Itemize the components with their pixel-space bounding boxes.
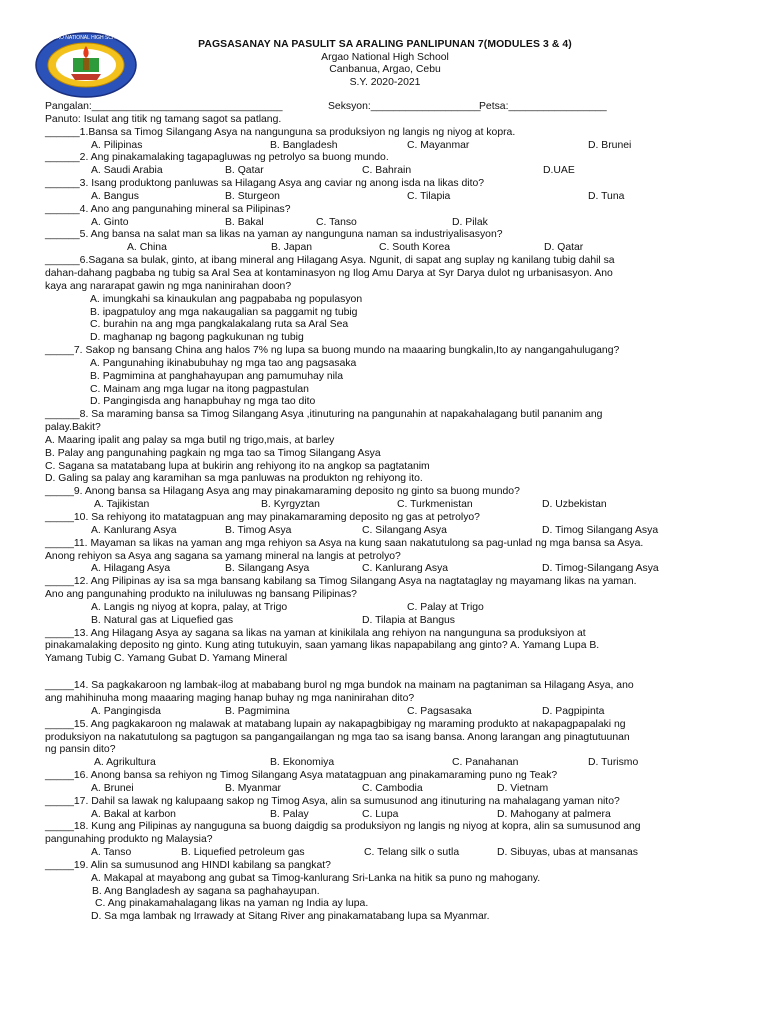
option-b: B. Sturgeon bbox=[225, 190, 280, 202]
question-18-line-2: pangunahing produkto ng Malaysia? bbox=[45, 834, 213, 846]
question-19-option-c bbox=[45, 898, 729, 911]
school-logo bbox=[33, 30, 139, 100]
option-b: B. Qatar bbox=[225, 165, 264, 177]
option-b: B. Timog Asya bbox=[225, 524, 292, 536]
question-8-line-2: palay.Bakit? bbox=[45, 422, 101, 434]
option-c: C. Palay at Trigo bbox=[407, 601, 484, 613]
option-d: D. Brunei bbox=[588, 139, 632, 151]
option-a: A. Pilipinas bbox=[91, 139, 143, 151]
question-3-options bbox=[45, 191, 729, 204]
option-c: C. Pagsasaka bbox=[407, 705, 472, 717]
option-text: C. Ang pinakamahalagang likas na yaman ng India ay lupa. bbox=[95, 898, 369, 910]
question-7: _____7. Sakop ng bansang China ang halos 7% ng lupa sa buong mundo na maaaring bungkalin,Ito ay nangangahulugang? bbox=[45, 345, 620, 357]
option-a: A. Tanso bbox=[91, 847, 132, 859]
question-12-options-row-1 bbox=[45, 602, 729, 615]
option-d: D. Pilak bbox=[452, 216, 488, 228]
option-b: B. Palay bbox=[270, 808, 309, 820]
option-a: A. Pangingisda bbox=[91, 705, 161, 717]
question-8-option-c: C. Sagana sa matatabang lupa at bukirin ang rehiyong ito na angkop sa pagtatanim bbox=[45, 460, 430, 472]
option-text: B. Ang Bangladesh ay sagana sa paghahayupan. bbox=[92, 885, 320, 897]
question-5: ______5. Ang bansa na salat man sa likas na yaman ay nangunguna naman sa industriyalisasyon? bbox=[45, 229, 503, 241]
question-7-option-a bbox=[45, 358, 729, 371]
option-c: C. Turkmenistan bbox=[397, 499, 473, 511]
question-14-line-1: _____14. Sa pagkakaroon ng lambak-ilog at mababang burol ng mga bundok na mainam na pagtaniman sa Hilagang Asya, ano bbox=[45, 680, 634, 692]
question-18-line-1: _____18. Kung ang Pilipinas ay nanguguna sa buong daigdig sa produksiyon ng langis ng niyog at kopra, alin sa sumusunod ang bbox=[45, 821, 641, 833]
spacer bbox=[45, 666, 729, 680]
option-c: C. Panahanan bbox=[452, 757, 519, 769]
option-d: D. Timog Silangang Asya bbox=[542, 524, 659, 536]
question-7-option-d bbox=[45, 396, 729, 409]
question-6-line-1: ______6.Sagana sa bulak, ginto, at ibang mineral ang Hilagang Asya. Ngunit, di sapat ang suplay ng kanilang tubig dahil sa bbox=[45, 255, 615, 267]
question-3: ______3. Isang produktong panluwas sa Hilagang Asya ang caviar ng anong isda na likas dito? bbox=[45, 178, 485, 190]
option-b: B. Myanmar bbox=[225, 782, 282, 794]
question-12-line-1: _____12. Ang Pilipinas ay isa sa mga bansang kabilang sa Timog Silangang Asya na nagtataglay ng mayamang likas na yaman. bbox=[45, 576, 637, 588]
question-16-options bbox=[45, 783, 729, 796]
question-8-option-a: A. Maaring ipalit ang palay sa mga butil ng trigo,mais, at barley bbox=[45, 434, 335, 446]
option-d: D. Tilapia at Bangus bbox=[362, 614, 455, 626]
question-8-option-b: B. Palay ang pangunahing pagkain ng mga tao sa Timog Silangang Asya bbox=[45, 447, 381, 459]
question-15-line-2: produksiyon na nakatutulong sa pagtugon sa pangangailangan ng mga tao sa isang bansa. Anong larangan ang pinagtutuunan bbox=[45, 731, 630, 743]
exam-title: PAGSASANAY NA PASULIT SA ARALING PANLIPUNAN 7(MODULES 3 & 4) bbox=[198, 39, 572, 50]
exam-body bbox=[45, 101, 729, 924]
option-text: A. imungkahi sa kinaukulan ang pagpababa ng populasyon bbox=[90, 293, 363, 305]
option-d: D. Vietnam bbox=[497, 782, 549, 794]
question-6-option-b bbox=[45, 307, 729, 320]
option-b: B. Natural gas at Liquefied gas bbox=[91, 614, 234, 626]
option-b: B. Liquefied petroleum gas bbox=[181, 847, 305, 859]
option-d: D. Timog-Silangang Asya bbox=[542, 563, 659, 575]
question-19-option-d bbox=[45, 911, 729, 924]
option-a: A. China bbox=[127, 242, 167, 254]
question-17: _____17. Dahil sa lawak ng kalupaang sakop ng Timog Asya, alin sa sumusunod ang itinuturing na mahalagang yaman nito? bbox=[45, 795, 620, 807]
date-field[interactable]: Petsa:_________________ bbox=[479, 101, 607, 112]
question-11-options bbox=[45, 563, 729, 576]
question-1: ______1.Bansa sa Timog Silangang Asya na nangunguna sa produksiyon ng langis ng niyog at kopra. bbox=[45, 126, 516, 138]
question-1-options bbox=[45, 140, 729, 153]
option-a: A. Langis ng niyog at kopra, palay, at Trigo bbox=[91, 601, 288, 613]
name-field[interactable]: Pangalan:_________________________________ bbox=[45, 101, 283, 112]
question-5-options bbox=[45, 242, 729, 255]
question-12-line-2: Ano ang pangunahing produkto na iniluluwas ng bansang Pilipinas? bbox=[45, 589, 357, 601]
option-b: B. Japan bbox=[271, 242, 313, 254]
option-c: C. Lupa bbox=[362, 808, 399, 820]
question-9-options bbox=[45, 499, 729, 512]
option-d: D. Uzbekistan bbox=[542, 499, 607, 511]
option-d: D. Sibuyas, ubas at mansanas bbox=[497, 847, 638, 859]
question-18-options bbox=[45, 847, 729, 860]
option-text: A. Pangunahing ikinabubuhay ng mga tao ang pagsasaka bbox=[90, 357, 357, 369]
school-name: Argao National High School bbox=[321, 51, 449, 63]
instructions: Panuto: Isulat ang titik ng tamang sagot sa patlang. bbox=[45, 113, 282, 125]
option-d: D. Tuna bbox=[588, 190, 625, 202]
option-b: B. Bangladesh bbox=[270, 139, 338, 151]
question-13-line-2: pinakamalaking deposito ng ginto. Kung ating tutukuyin, saan yamang likas napapabilang ang ginto? A. Yamang Lupa B. bbox=[45, 640, 600, 652]
option-a: A. Brunei bbox=[91, 782, 134, 794]
option-a: A. Kanlurang Asya bbox=[91, 524, 177, 536]
option-d: D. Qatar bbox=[544, 242, 584, 254]
option-b: B. Bakal bbox=[225, 216, 264, 228]
option-d: D.UAE bbox=[543, 165, 575, 177]
option-text: B. ipagpatuloy ang mga nakaugalian sa paggamit ng tubig bbox=[90, 306, 358, 318]
option-a: A. Saudi Arabia bbox=[91, 165, 163, 177]
logo-lettering: ARGAO NATIONAL HIGH SCHOOL bbox=[45, 35, 127, 41]
question-14-options bbox=[45, 706, 729, 719]
question-6-line-2: dahan-dahang pagbaba ng tubig sa Aral Sea at kontaminasyon ng Ilog Amu Darya at Syr Darya dulot ng urbanisasyon. Ano bbox=[45, 267, 613, 279]
question-10: _____10. Sa rehiyong ito matatagpuan ang may pinakamaraming deposito ng gas at petrolyo? bbox=[45, 512, 480, 523]
question-6-option-d bbox=[45, 332, 729, 345]
question-12-options-row-2 bbox=[45, 615, 729, 628]
option-a: A. Ginto bbox=[91, 216, 129, 228]
option-d: D. Turismo bbox=[588, 757, 639, 769]
school-year: S.Y. 2020-2021 bbox=[349, 76, 421, 88]
option-text: A. Makapal at mayabong ang gubat sa Timog-kanlurang Sri-Lanka na hitik sa puno ng mahogany. bbox=[91, 872, 541, 884]
option-d: D. Pagpipinta bbox=[542, 705, 605, 717]
question-2-options bbox=[45, 165, 729, 178]
option-b: B. Pagmimina bbox=[225, 705, 290, 717]
section-field[interactable]: Seksyon:___________________ bbox=[328, 101, 481, 112]
question-6-option-a bbox=[45, 294, 729, 307]
option-a: A. Tajikistan bbox=[94, 499, 150, 511]
option-c: C. South Korea bbox=[379, 242, 451, 254]
question-4: ______4. Ano ang pangunahing mineral sa Pilipinas? bbox=[45, 203, 291, 215]
question-11-line-1: _____11. Mayaman sa likas na yaman ang mga rehiyon sa Asya na kung saan nakatutulong sa pag-unlad ng mga bansa sa Asya. bbox=[45, 537, 644, 549]
question-4-options bbox=[45, 217, 729, 230]
school-address: Canbanua, Argao, Cebu bbox=[329, 64, 441, 75]
option-c: C. Cambodia bbox=[362, 782, 423, 794]
option-c: C. Kanlurang Asya bbox=[362, 563, 449, 575]
question-15-options bbox=[45, 757, 729, 770]
option-a: A. Agrikultura bbox=[94, 757, 156, 769]
option-b: B. Kyrgyztan bbox=[261, 499, 320, 511]
option-c: C. Silangang Asya bbox=[362, 524, 447, 536]
question-10-options bbox=[45, 525, 729, 538]
option-b: B. Silangang Asya bbox=[225, 563, 310, 575]
question-9: _____9. Anong bansa sa Hilagang Asya ang may pinakamaraming deposito ng ginto sa buong mundo? bbox=[45, 486, 520, 498]
question-6-line-3: kaya ang nararapat gawin ng mga naninirahan doon? bbox=[45, 280, 292, 292]
question-13-line-3: Yamang Tubig C. Yamang Gubat D. Yamang Mineral bbox=[45, 653, 288, 665]
option-text: D. maghanap ng bagong pagkukunan ng tubig bbox=[90, 332, 304, 344]
question-14-line-2: ang mahihinuha mong maaaring maging hanap buhay ng mga naninirahan dito? bbox=[45, 692, 415, 704]
option-c: C. Tanso bbox=[316, 216, 357, 228]
option-a: A. Bakal at karbon bbox=[91, 808, 176, 820]
question-8-option-d: D. Galing sa palay ang karamihan sa mga panluwas na produkton ng rehiyong ito. bbox=[45, 473, 423, 485]
option-text: D. Sa mga lambak ng Irrawady at Sitang River ang pinakamatabang lupa sa Myanmar. bbox=[91, 911, 490, 923]
question-2: ______2. Ang pinakamalaking tagapagluwas ng petrolyo sa buong mundo. bbox=[45, 152, 389, 164]
question-13-line-1: _____13. Ang Hilagang Asya ay sagana sa likas na yaman at kinikilala ang rehiyon na nangunguna sa produksiyon at bbox=[45, 627, 586, 639]
option-text: D. Pangingisda ang hanapbuhay ng mga tao dito bbox=[90, 396, 316, 408]
question-15-line-1: _____15. Ang pagkakaroon ng malawak at matabang lupain ay nakapagbibigay ng maraming produkto at nakapagpapalaki ng bbox=[45, 718, 626, 730]
option-c: C. Mayanmar bbox=[407, 139, 470, 151]
question-6-option-c bbox=[45, 319, 729, 332]
option-text: C. Mainam ang mga lugar na itong pagpastulan bbox=[90, 383, 309, 395]
question-11-line-2: Anong rehiyon sa Asya ang sagana sa yamang mineral na langis at petrolyo? bbox=[45, 550, 401, 562]
option-text: C. burahin na ang mga pangkalakalang ruta sa Aral Sea bbox=[90, 319, 349, 331]
question-8-line-1: ______8. Sa maraming bansa sa Timog Silangang Asya ,itinuturing na pangunahin at napakahalagang butil pananim ang bbox=[45, 409, 603, 421]
option-c: C. Tilapia bbox=[407, 190, 451, 202]
option-a: A. Bangus bbox=[91, 190, 139, 202]
option-c: C. Telang silk o sutla bbox=[364, 847, 460, 859]
question-17-options bbox=[45, 809, 729, 822]
option-a: A. Hilagang Asya bbox=[91, 563, 171, 575]
option-b: B. Ekonomiya bbox=[270, 757, 335, 769]
question-7-option-b bbox=[45, 371, 729, 384]
option-c: C. Bahrain bbox=[362, 165, 412, 177]
question-19-option-b bbox=[45, 886, 729, 899]
question-19: _____19. Alin sa sumusunod ang HINDI kabilang sa pangkat? bbox=[45, 859, 331, 871]
option-text: B. Pagmimina at panghahayupan ang pamumuhay nila bbox=[90, 370, 344, 382]
document-header bbox=[150, 39, 620, 89]
question-15-line-3: ng pansin dito? bbox=[45, 744, 116, 756]
option-d: D. Mahogany at palmera bbox=[497, 808, 611, 820]
question-7-option-c bbox=[45, 384, 729, 397]
question-16: _____16. Anong bansa sa rehiyon ng Timog Silangang Asya matatagpuan ang pinakamaraming puno ng Teak? bbox=[45, 770, 558, 782]
question-19-option-a bbox=[45, 873, 729, 886]
student-info-row bbox=[45, 101, 729, 114]
